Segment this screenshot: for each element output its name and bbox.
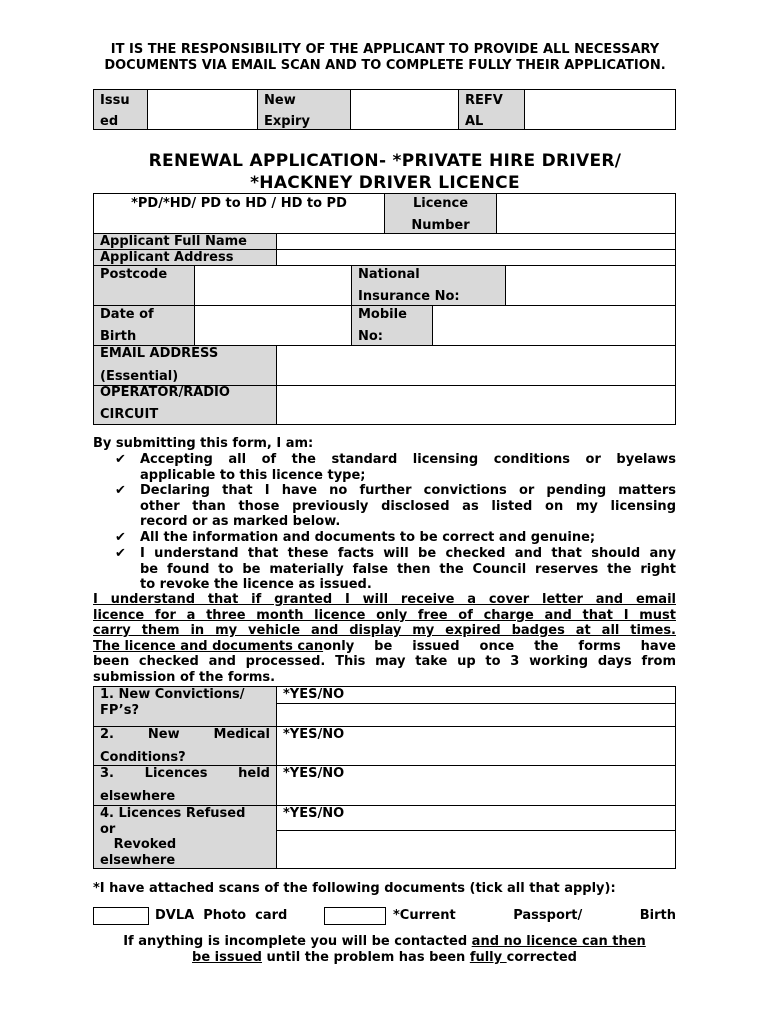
full-name-label-cell bbox=[93, 233, 277, 250]
dob-label-line2: Birth bbox=[100, 329, 137, 344]
question-2-label-cell bbox=[93, 726, 277, 766]
terms-line-1: I understand that if granted I will receive a cover letter and email bbox=[93, 592, 676, 607]
passport-birth-text: *Current Passport/ Birth bbox=[393, 908, 676, 923]
ni-label-cell bbox=[351, 265, 506, 306]
operator-label-line1: OPERATOR/RADIO bbox=[100, 385, 230, 400]
mobile-label-cell bbox=[351, 305, 433, 346]
mobile-label-line2: No: bbox=[358, 329, 384, 344]
address-field[interactable] bbox=[276, 249, 676, 266]
terms-line-3: carry them in my vehicle and display my expired badges at all times. bbox=[93, 623, 676, 638]
footer-part-2: and no licence can then bbox=[471, 934, 646, 949]
question-4-line1: 4. Licences Refused bbox=[100, 806, 246, 821]
declaration-item bbox=[140, 483, 676, 530]
footer-notice bbox=[93, 934, 676, 966]
declaration-item-line: be found to be materially false then the Council reserves the right bbox=[140, 561, 676, 577]
declaration-item-line: other than those previously disclosed as listed on my licensing bbox=[140, 498, 676, 514]
terms-line-2: licence for a three month licence only free of charge and that I must bbox=[93, 607, 676, 623]
question-1-answer[interactable]: *YES/NO bbox=[283, 687, 345, 702]
declaration-item-line: record or as marked below. bbox=[140, 514, 341, 529]
mobile-field[interactable] bbox=[432, 305, 676, 346]
dvla-photo-card-label: DVLA Photo card bbox=[155, 908, 288, 923]
licence-number-field[interactable] bbox=[496, 193, 676, 234]
full-name-field[interactable] bbox=[276, 233, 676, 250]
declaration-item-line: Declaring that I have no further convictions or pending matters bbox=[140, 483, 676, 498]
question-1-label-cell bbox=[93, 686, 277, 727]
email-label-line2: (Essential) bbox=[100, 369, 179, 384]
new-expiry-label-line2: Expiry bbox=[264, 114, 310, 129]
question-3-label-cell bbox=[93, 765, 277, 806]
dob-label-line1: Date of bbox=[100, 307, 154, 322]
declaration-intro: By submitting this form, I am: bbox=[93, 436, 314, 451]
declaration-item-line: Accepting all of the standard licensing conditions or byelaws bbox=[140, 452, 676, 467]
declaration-item-line: All the information and documents to be correct and genuine; bbox=[140, 530, 596, 545]
terms-line-4-plain: only be issued once the forms have bbox=[323, 638, 676, 654]
question-4-line3: Revoked bbox=[100, 837, 177, 852]
terms-line-6: submission of the forms. bbox=[93, 669, 276, 685]
email-field[interactable] bbox=[276, 345, 676, 386]
question-1-line1: 1. New Convictions/ bbox=[100, 687, 245, 702]
licence-number-label-cell bbox=[384, 193, 497, 234]
question-2-answer[interactable]: *YES/NO bbox=[283, 727, 345, 742]
licence-number-label-line2: Number bbox=[411, 218, 470, 233]
passport-birth-label bbox=[393, 907, 676, 925]
question-4-line4: elsewhere bbox=[100, 853, 176, 868]
refval-label-cell bbox=[458, 89, 525, 130]
form-title bbox=[95, 150, 675, 194]
email-label-cell bbox=[93, 345, 277, 386]
question-1-details-field[interactable] bbox=[276, 703, 676, 727]
postcode-field[interactable] bbox=[194, 265, 352, 306]
refval-label-line2: AL bbox=[465, 114, 484, 129]
question-4-details-field[interactable] bbox=[276, 830, 676, 869]
licence-number-label-line1: Licence bbox=[412, 196, 469, 211]
footer-part-4: until the problem has been bbox=[262, 950, 470, 965]
form-title-line2: *HACKNEY DRIVER LICENCE bbox=[250, 173, 520, 193]
question-4-answer-cell[interactable] bbox=[276, 805, 676, 831]
operator-field[interactable] bbox=[276, 385, 676, 425]
postcode-label: Postcode bbox=[100, 267, 168, 282]
check-icon: ✔ bbox=[115, 530, 126, 545]
question-1-line2: FP’s? bbox=[100, 703, 139, 718]
issued-field[interactable] bbox=[147, 89, 258, 130]
ni-field[interactable] bbox=[505, 265, 676, 306]
licence-type-options[interactable]: *PD/*HD/ PD to HD / HD to PD bbox=[131, 196, 347, 211]
mobile-label-line1: Mobile bbox=[358, 307, 407, 322]
issued-label-line1: Issu bbox=[100, 93, 130, 108]
responsibility-notice: IT IS THE RESPONSIBILITY OF THE APPLICANT TO PROVIDE ALL NECESSARY DOCUMENTS VIA EMAIL SCAN AND TO COMPLETE FULLY THEIR APPLICATION. bbox=[104, 42, 666, 73]
passport-birth-checkbox[interactable] bbox=[324, 907, 386, 925]
question-4-label-cell bbox=[93, 805, 277, 869]
declaration-item bbox=[140, 452, 676, 483]
email-label-line1: EMAIL ADDRESS bbox=[100, 346, 219, 361]
check-icon: ✔ bbox=[115, 452, 126, 467]
licence-type-cell[interactable] bbox=[93, 193, 385, 234]
check-icon: ✔ bbox=[115, 483, 126, 498]
declaration-item-line: I understand that these facts will be checked and that should any bbox=[140, 546, 676, 561]
full-name-label: Applicant Full Name bbox=[100, 234, 247, 249]
question-3-answer-cell[interactable] bbox=[276, 765, 676, 806]
question-1-answer-cell[interactable] bbox=[276, 686, 676, 704]
operator-label-cell bbox=[93, 385, 277, 425]
issued-label-cell bbox=[93, 89, 148, 130]
postcode-label-cell bbox=[93, 265, 195, 306]
operator-label-line2: CIRCUIT bbox=[100, 407, 159, 422]
footer-part-1: If anything is incomplete you will be contacted bbox=[123, 934, 472, 949]
declaration-item-line: applicable to this licence type; bbox=[140, 467, 366, 483]
check-icon: ✔ bbox=[115, 546, 126, 561]
new-expiry-label-cell bbox=[257, 89, 351, 130]
question-3-line2: elsewhere bbox=[100, 789, 176, 804]
question-2-line1: 2. New Medical bbox=[100, 727, 270, 742]
address-label-cell bbox=[93, 249, 277, 266]
ni-label-line2: Insurance No: bbox=[358, 289, 460, 304]
dvla-photo-card-checkbox[interactable] bbox=[93, 907, 149, 925]
address-label: Applicant Address bbox=[100, 250, 234, 265]
issued-label-line2: ed bbox=[100, 114, 119, 129]
footer-part-6: corrected bbox=[506, 950, 577, 965]
declaration-item bbox=[140, 530, 676, 546]
documents-intro: *I have attached scans of the following documents (tick all that apply): bbox=[93, 881, 616, 896]
refval-field[interactable] bbox=[524, 89, 676, 130]
terms-line-5: been checked and processed. This may take up to 3 working days from bbox=[93, 654, 676, 669]
dob-label-cell bbox=[93, 305, 195, 346]
terms-line-4-underlined: The licence and documents can bbox=[93, 638, 324, 654]
question-4-line2: or bbox=[100, 822, 116, 837]
terms-line-4 bbox=[93, 639, 676, 655]
form-title-line1: RENEWAL APPLICATION- *PRIVATE HIRE DRIVER/ bbox=[148, 151, 622, 171]
question-3-answer[interactable]: *YES/NO bbox=[283, 766, 345, 781]
dob-field[interactable] bbox=[194, 305, 352, 346]
declaration-item bbox=[140, 546, 676, 593]
declaration-terms bbox=[93, 592, 676, 685]
ni-label-line1: National bbox=[358, 267, 420, 282]
question-4-answer[interactable]: *YES/NO bbox=[283, 806, 345, 821]
new-expiry-field[interactable] bbox=[350, 89, 459, 130]
question-2-line2: Conditions? bbox=[100, 750, 186, 765]
new-expiry-label-line1: New bbox=[264, 93, 296, 108]
footer-part-5: fully bbox=[469, 950, 507, 965]
question-3-line1: 3. Licences held bbox=[100, 766, 270, 781]
footer-part-3: be issued bbox=[192, 950, 262, 965]
refval-label-line1: REFV bbox=[465, 93, 503, 108]
question-2-answer-cell[interactable] bbox=[276, 726, 676, 766]
declaration-item-line: to revoke the licence as issued. bbox=[140, 577, 372, 592]
